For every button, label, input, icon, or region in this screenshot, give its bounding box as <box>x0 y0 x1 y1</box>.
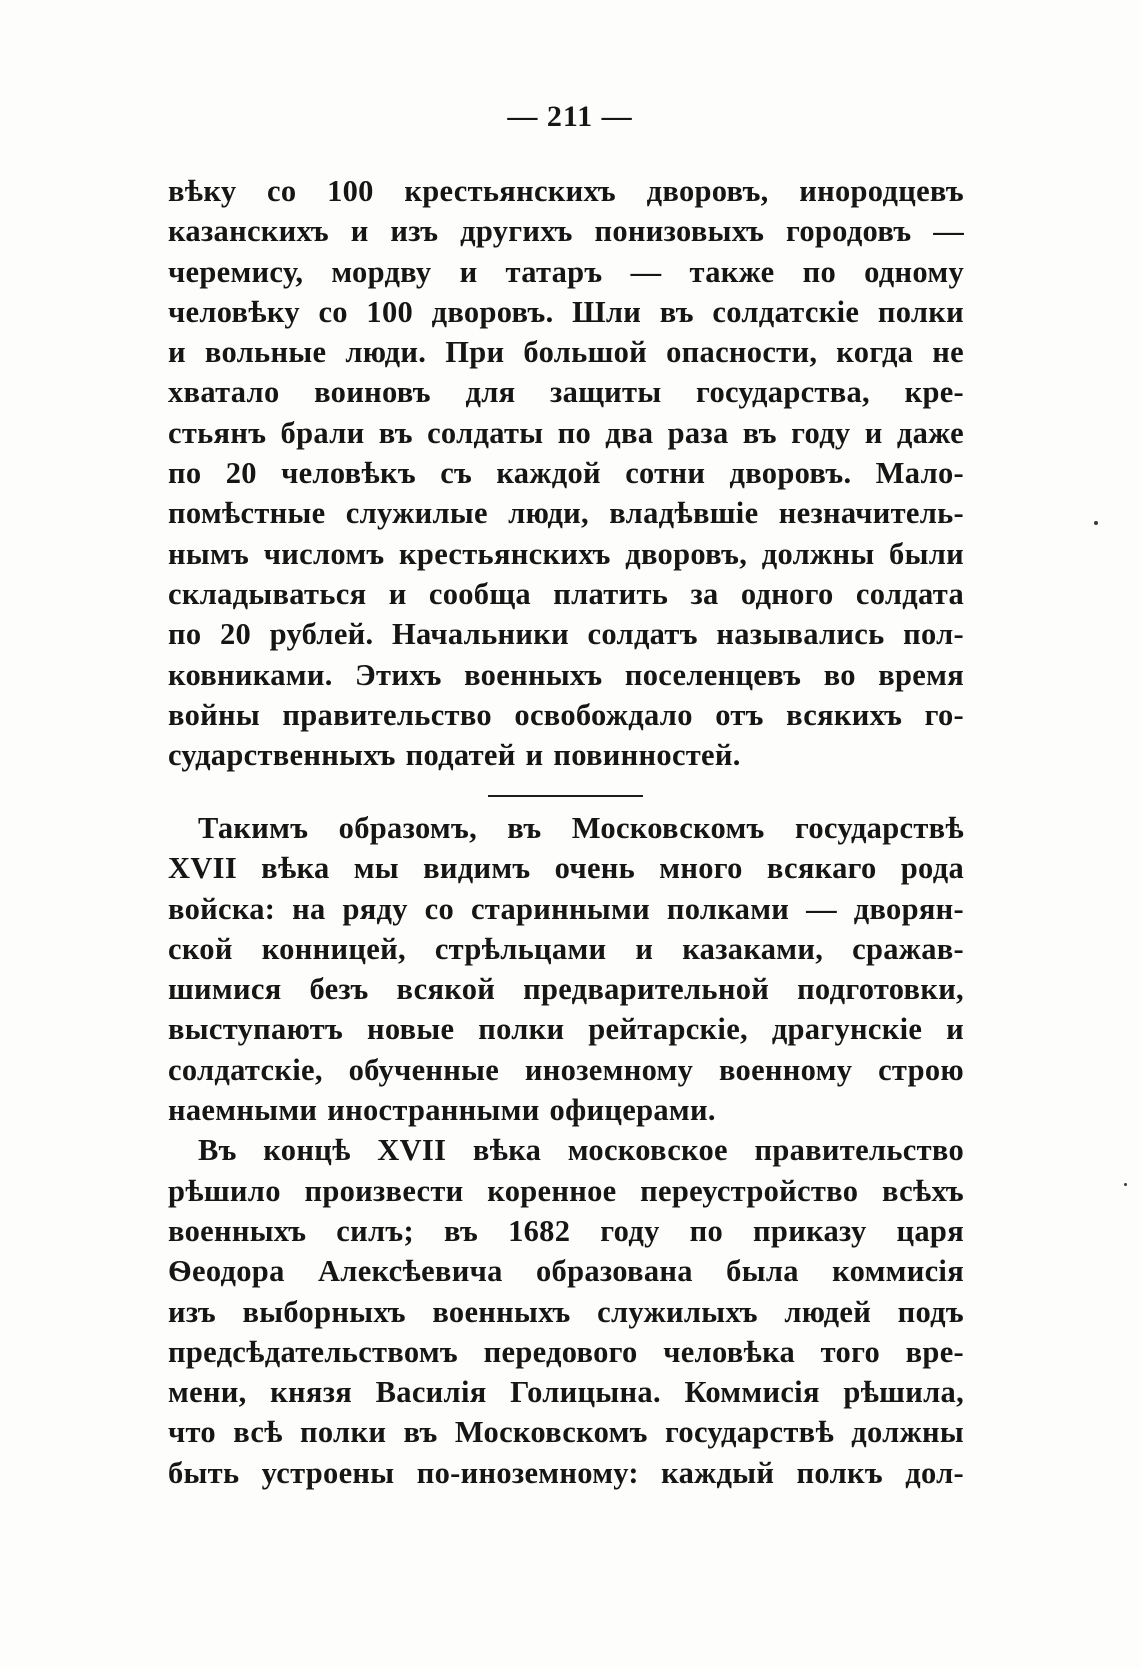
text-line: выступаютъ новые полки рейтарскіе, драгунскіе и <box>168 1012 964 1047</box>
scan-speck <box>1094 521 1098 525</box>
text-line: рѣшило произвести коренное переустройство всѣхъ <box>168 1173 964 1208</box>
text-line: предсѣдательствомъ передового человѣка того вре- <box>168 1334 964 1369</box>
text-line: вѣку со 100 крестьянскихъ дворовъ, инородцевъ <box>168 174 964 208</box>
text-line: изъ выборныхъ военныхъ служилыхъ людей подъ <box>168 1294 964 1329</box>
text-line: Въ концѣ XVII вѣка московское правительство <box>198 1133 964 1168</box>
text-line: стьянъ брали въ солдаты по два раза въ году и даже <box>168 415 964 450</box>
text-line: человѣку со 100 дворовъ. Шли въ солдатскіе полки <box>168 294 964 329</box>
text-line: по 20 рублей. Начальники солдатъ назывались пол- <box>168 617 964 652</box>
text-line: войска: на ряду со старинными полками — дворян- <box>168 891 964 926</box>
text-line: военныхъ силъ; въ 1682 году по приказу царя <box>168 1213 964 1248</box>
section-divider <box>488 795 643 797</box>
scan-speck <box>1124 1183 1127 1186</box>
text-line: сударственныхъ податей и повинностей. <box>168 738 741 773</box>
text-line: помѣстные служилые люди, владѣвшіе незначитель- <box>168 496 964 531</box>
text-line: шимися безъ всякой предварительной подготовки, <box>168 972 964 1007</box>
text-line: ковниками. Этихъ военныхъ поселенцевъ во время <box>168 657 964 692</box>
paragraph-army-composition <box>168 808 964 1130</box>
page-number: — 211 — <box>507 100 633 133</box>
paragraph-military-reform <box>168 1130 964 1493</box>
body-text-continued <box>168 808 964 1493</box>
text-line: казанскихъ и изъ другихъ понизовыхъ городовъ — <box>168 214 964 249</box>
text-line: нымъ числомъ крестьянскихъ дворовъ, должны были <box>168 536 964 571</box>
text-line: по 20 человѣкъ съ каждой сотни дворовъ. Мало- <box>168 456 964 491</box>
text-line: что всѣ полки въ Московскомъ государствѣ должны <box>168 1415 964 1450</box>
text-line: солдатскіе, обученные иноземному военному строю <box>168 1052 964 1087</box>
paragraph-soldier-recruitment <box>168 171 964 775</box>
text-line: мени, князя Василія Голицына. Коммисія рѣшила, <box>168 1375 964 1410</box>
text-line: наемными иностранными офицерами. <box>168 1093 716 1128</box>
text-line: и вольные люди. При большой опасности, когда не <box>168 335 964 370</box>
text-line: быть устроены по-иноземному: каждый полкъ дол- <box>168 1455 964 1490</box>
text-line: Ѳеодора Алексѣевича образована была коммисія <box>168 1254 964 1289</box>
text-line: ской конницей, стрѣльцами и казаками, сражав- <box>168 931 964 966</box>
text-line: XVII вѣка мы видимъ очень много всякаго рода <box>168 851 964 886</box>
text-line: черемису, мордву и татаръ — также по одному <box>168 254 964 289</box>
text-line: хватало воиновъ для защиты государства, кре- <box>168 375 964 410</box>
text-line: Такимъ образомъ, въ Московскомъ государствѣ <box>198 811 964 845</box>
text-line: войны правительство освобождало отъ всякихъ го- <box>168 697 964 732</box>
text-line: складываться и сообща платить за одного солдата <box>168 576 964 611</box>
